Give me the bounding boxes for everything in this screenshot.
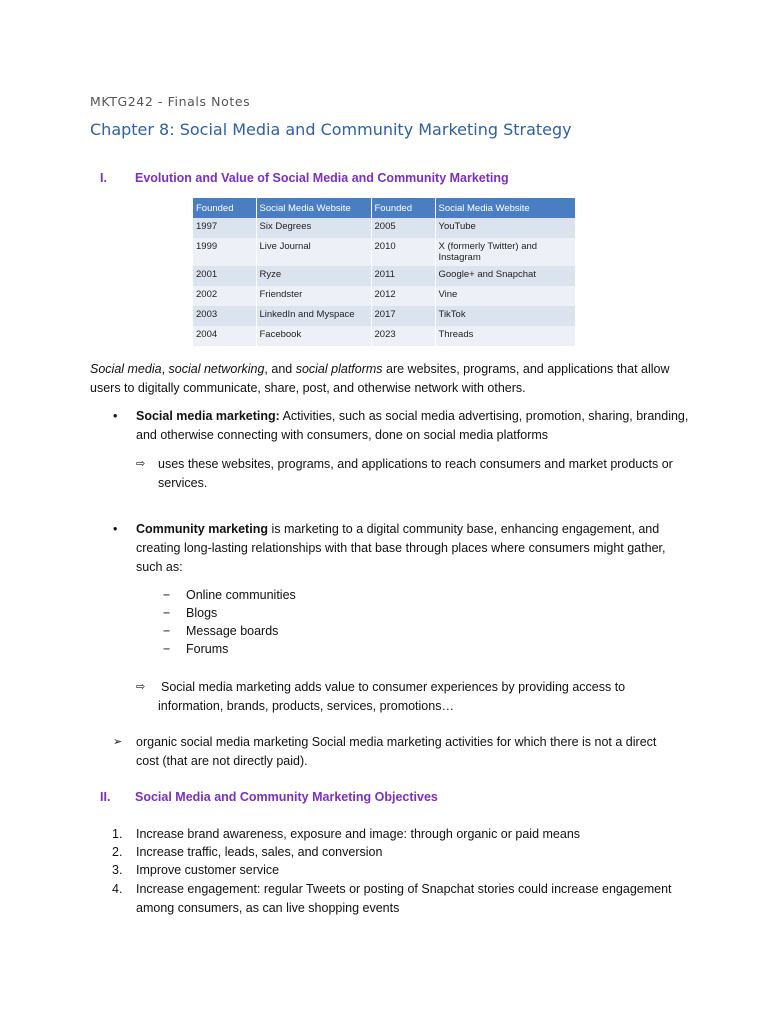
text-separator: , and: [264, 362, 296, 376]
dash-icon: −: [163, 624, 171, 638]
section-heading-2: [100, 790, 438, 804]
section-title: Evolution and Value of Social Media and Community Marketing: [135, 171, 509, 185]
objective-item: Improve customer service: [136, 863, 280, 877]
list-number: 4.: [112, 882, 123, 896]
list-item: Blogs: [186, 606, 218, 620]
term-social-media: Social media: [90, 362, 162, 376]
dash-icon: −: [163, 588, 171, 602]
table-row: [193, 306, 575, 326]
table-cell: 2002: [193, 286, 256, 306]
table-row: [193, 218, 575, 238]
table-cell: Threads: [435, 326, 575, 346]
table-cell: YouTube: [435, 218, 575, 238]
section-number: I.: [100, 171, 107, 185]
dash-icon: −: [163, 642, 171, 656]
list-number: 2.: [112, 845, 123, 859]
cm-text: is marketing to a digital community base, enhancing engagement, and creating long-lasting relationships with that base through places where consumers might gather, such as:: [136, 522, 666, 574]
table-cell: 1997: [193, 218, 256, 238]
table-cell: 2023: [371, 326, 435, 346]
list-item: Forums: [186, 642, 229, 656]
smm-definition: [136, 407, 691, 445]
chapter-title: Chapter 8: Social Media and Community Marketing Strategy: [90, 120, 572, 139]
table-header-row: [193, 198, 575, 218]
table-cell: 1999: [193, 238, 256, 266]
table-cell: 2010: [371, 238, 435, 266]
table-cell: 2012: [371, 286, 435, 306]
table-cell: Friendster: [256, 286, 371, 306]
table-row: [193, 286, 575, 306]
table-cell: X (formerly Twitter) and Instagram: [435, 238, 575, 266]
table-row: [193, 266, 575, 286]
table-header-cell: Social Media Website: [256, 198, 371, 218]
term-social-networking: social networking: [168, 362, 265, 376]
document-header: MKTG242 - Finals Notes: [90, 94, 251, 109]
section-number: II.: [100, 790, 111, 804]
table-cell: TikTok: [435, 306, 575, 326]
cm-arrow-text: Social media marketing adds value to consumer experiences by providing access to information, brands, products, services, promotions…: [158, 680, 626, 713]
cm-definition: [136, 520, 691, 577]
table-cell: 2011: [371, 266, 435, 286]
text-separator: ,: [161, 362, 169, 376]
arrow-icon: ⇨: [136, 681, 146, 693]
founding-dates-table: [193, 198, 576, 346]
table-header-cell: Social Media Website: [435, 198, 575, 218]
objective-item: Increase brand awareness, exposure and image: through organic or paid means: [136, 827, 581, 841]
dash-icon: −: [163, 606, 171, 620]
table-cell: Live Journal: [256, 238, 371, 266]
smm-arrow-text: uses these websites, programs, and applications to reach consumers and market products or services.: [158, 457, 673, 490]
objective-item: Increase engagement: regular Tweets or posting of Snapchat stories could increase engagement among consumers, as can live shopping events: [136, 882, 672, 915]
table-header-cell: Founded: [193, 198, 256, 218]
objective-item: Increase traffic, leads, sales, and conversion: [136, 845, 383, 859]
table-cell: 2017: [371, 306, 435, 326]
section-title: Social Media and Community Marketing Objectives: [135, 790, 438, 804]
pointer-icon: ➢: [113, 736, 123, 748]
smm-text: Activities, such as social media advertising, promotion, sharing, branding, and otherwise connecting with consumers, done on social media platforms: [136, 409, 689, 442]
organic-definition: organic social media marketing Social media marketing activities for which there is not a direct cost (that are not directly paid).: [136, 735, 657, 768]
term-smm: Social media marketing:: [136, 409, 280, 423]
table-cell: LinkedIn and Myspace: [256, 306, 371, 326]
table-cell: 2003: [193, 306, 256, 326]
term-community-marketing: Community marketing: [136, 522, 268, 536]
list-item: Online communities: [186, 588, 296, 602]
bullet-icon: •: [113, 522, 118, 536]
arrow-icon: ⇨: [136, 458, 146, 470]
table-header-cell: Founded: [371, 198, 435, 218]
intro-paragraph: [90, 360, 690, 398]
table-cell: Ryze: [256, 266, 371, 286]
list-number: 1.: [112, 827, 123, 841]
list-number: 3.: [112, 863, 123, 877]
table-cell: Six Degrees: [256, 218, 371, 238]
intro-text: are websites, programs, and applications that allow users to digitally communicate, share, post, and otherwise network with others.: [90, 362, 670, 395]
table-cell: Google+ and Snapchat: [435, 266, 575, 286]
list-item: Message boards: [186, 624, 279, 638]
section-heading-1: [100, 171, 509, 185]
table-row: [193, 238, 575, 266]
table-cell: 2001: [193, 266, 256, 286]
table-cell: Vine: [435, 286, 575, 306]
table-cell: Facebook: [256, 326, 371, 346]
table-cell: 2004: [193, 326, 256, 346]
table-cell: 2005: [371, 218, 435, 238]
term-social-platforms: social platforms: [295, 362, 383, 376]
bullet-icon: •: [113, 409, 118, 423]
table-row: [193, 326, 575, 346]
